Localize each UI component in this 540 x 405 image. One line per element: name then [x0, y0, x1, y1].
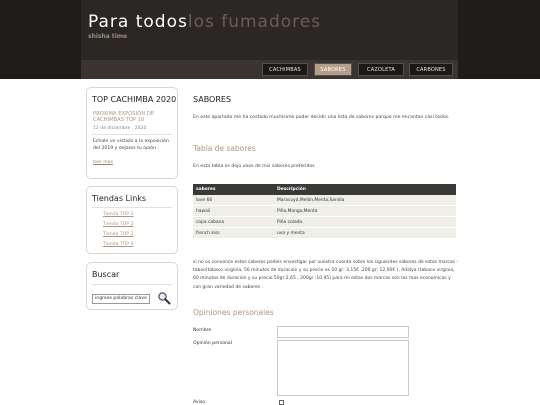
search-box-title: Buscar [92, 270, 120, 279]
table-row [193, 206, 456, 217]
table-cell: Piña colada [274, 217, 456, 228]
page-title: SABORES [193, 95, 232, 104]
table-row [193, 228, 456, 239]
search-icon[interactable] [157, 291, 171, 305]
table-cell: Maracuyá,Melón,Menta,Sandia [274, 195, 456, 206]
nav-item-cachimbas[interactable]: CACHIMBAS [262, 63, 308, 76]
table-header-row [193, 184, 456, 195]
divider [92, 284, 172, 285]
table-cell: love 66 [193, 195, 274, 206]
site-title-part1: Para todos [88, 12, 188, 32]
name-label: Nombre [193, 328, 212, 333]
store-link-1[interactable]: Tienda TOP 1 [103, 212, 134, 217]
read-more-link[interactable]: leer mas [93, 160, 113, 165]
sidebar-search-box [86, 262, 178, 310]
divider [92, 207, 172, 208]
opinion-textarea[interactable] [277, 340, 409, 396]
divider [92, 134, 172, 135]
post-box-title: TOP CACHIMBA 2020 [92, 95, 177, 104]
post-date: 12 de diciembre , 2020 [93, 126, 147, 131]
site-title [88, 12, 321, 32]
table-intro: En esta tabla os dejo unos de mis sabores preferidos [193, 164, 315, 169]
store-link-4[interactable]: Tienda TOP 4 [103, 242, 134, 247]
sidebar-stores-box [86, 186, 178, 254]
table-section-title: Tabla de sabores [193, 144, 256, 153]
table-header-cell: sabores [193, 184, 274, 195]
stores-box-title: Tiendas Links [92, 194, 147, 203]
site-title-part2: los fumadores [187, 12, 322, 32]
opinion-label: Opinión personal [193, 341, 233, 346]
brands-paragraph: si no os convence estos sabores podeis envestigar por vuestra cuenta sobre los siguientes sabores de estas marcas : taboo(tabaco virginia, 50 minutos de duracion y su precio es 50 gr: 3,15€ ,200 gr: 12,00€ ), Adalya (tabaco virginia, 60 minutos de duracion y su precio 50gr:2,65 , 200gr :10,95) para mi estas dos marcas son las mas economicas y con gran variedad de sabores . [193, 260, 458, 290]
post-title-link[interactable]: PROXIMA EXPOSIÓN DE CACHIMBAS TOP 10 [93, 111, 154, 123]
sidebar-post-box [86, 87, 178, 179]
notice-label: Aviso [193, 400, 206, 405]
table-cell: Piña,Mango,Menta [274, 206, 456, 217]
search-input[interactable]: ingrese palabras clave [92, 294, 150, 304]
nav-item-sabores[interactable]: SABORES [314, 63, 352, 76]
store-link-3[interactable]: Tienda TOP 3 [103, 232, 134, 237]
table-row [193, 217, 456, 228]
table-cell: hawaii [193, 206, 274, 217]
table-header-cell: Descripción [274, 184, 456, 195]
notice-checkbox[interactable] [279, 400, 284, 405]
nav-item-carbones[interactable]: CARBONES [409, 63, 453, 76]
table-cell: uva y menta [274, 228, 456, 239]
table-row [193, 195, 456, 206]
table-cell: copa cabana [193, 217, 274, 228]
opinions-section-title: Opiniones personales [193, 308, 274, 317]
site-slogan: shisha time [88, 33, 128, 40]
store-link-2[interactable]: Tienda TOP 2 [103, 222, 134, 227]
post-excerpt: Echale un vistazo a la exposición del 2019 y dejaros tu opión . [93, 139, 169, 151]
intro-text: En este apartado me ha costado muchisimo poder decidir una lista de sabores porque me encantan casi todos. [193, 115, 450, 120]
nav-item-cazoleta[interactable]: CAZOLETA [358, 63, 404, 76]
name-field[interactable] [277, 326, 409, 338]
table-cell: french kiss [193, 228, 274, 239]
flavors-table [193, 184, 456, 239]
